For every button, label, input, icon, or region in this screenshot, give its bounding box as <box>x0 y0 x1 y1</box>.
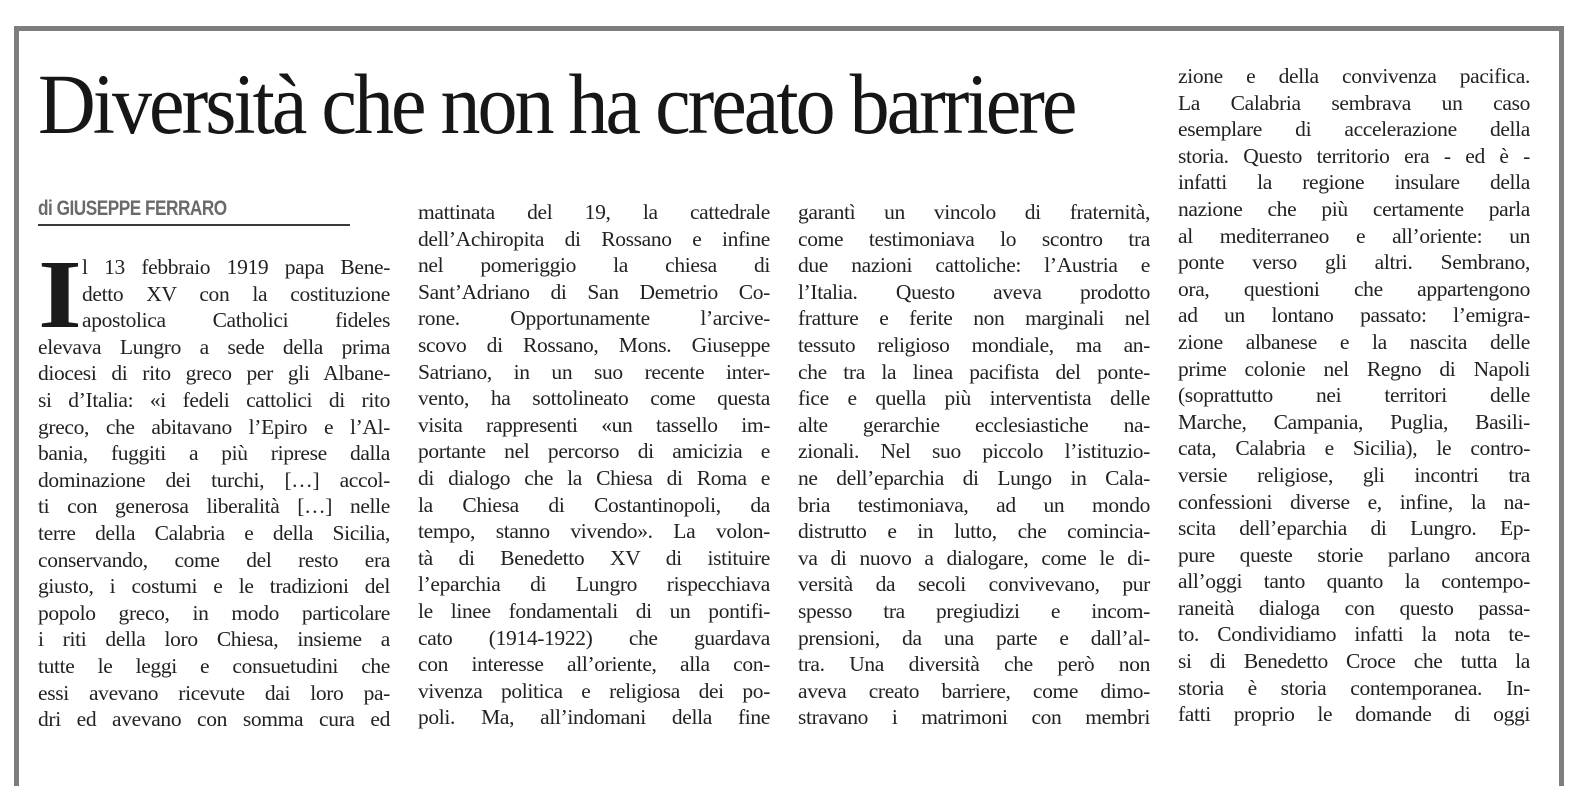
article-headline: Diversità che non ha creato barriere <box>38 56 1075 152</box>
text-line: due nazioni cattoliche: l’Austria e <box>798 253 1150 278</box>
text-line: ad un lontano passato: l’emigra- <box>1178 303 1530 328</box>
text-line: all’oggi tanto quanto la contempo- <box>1178 569 1530 594</box>
text-line: to. Condividiamo infatti la nota te- <box>1178 622 1530 647</box>
text-line: Sant’Adriano di San Demetrio Co- <box>418 279 770 304</box>
text-line: bania, fuggiti a più riprese dalla <box>38 441 390 466</box>
text-line: infatti la regione insulare della <box>1178 170 1530 195</box>
text-line: ora, questioni che appartengono <box>1178 276 1530 301</box>
text-line: elevava Lungro a sede della prima <box>38 334 390 359</box>
text-line: versità da secoli convivevano, pur <box>798 572 1150 597</box>
text-line: come testimoniava lo scontro tra <box>798 226 1150 251</box>
text-line: l’eparchia di Lungro rispecchiava <box>418 572 770 597</box>
text-line: garantì un vincolo di fraternità, <box>798 200 1150 224</box>
text-line: vento, ha sottolineato come questa <box>418 386 770 411</box>
text-line: ne dell’eparchia di Lungo in Cala- <box>798 465 1150 490</box>
text-line: conservando, come del resto era <box>38 547 390 572</box>
article-column-1 <box>38 241 390 733</box>
text-line: fice e quella più interventista delle <box>798 386 1150 411</box>
text-line: tutte le leggi e consuetudini che <box>38 653 390 678</box>
text-line: aveva creato barriere, come dimo- <box>798 678 1150 703</box>
text-line: scovo di Rossano, Mons. Giuseppe <box>418 332 770 357</box>
article-column-4 <box>1178 63 1530 728</box>
text-line: i riti della loro Chiesa, insieme a <box>38 627 390 652</box>
text-line: al mediterraneo e all’oriente: un <box>1178 223 1530 248</box>
text-line: fratture e ferite non marginali nel <box>798 306 1150 331</box>
text-line: storia è storia contemporanea. In- <box>1178 675 1530 700</box>
text-line: poli. Ma, all’indomani della fine <box>418 705 770 730</box>
article-column-3 <box>798 199 1150 731</box>
text-line: portante nel percorso di amicizia e <box>418 439 770 464</box>
text-line: stravano i matrimoni con membri <box>798 705 1150 730</box>
text-line: ti con generosa liberalità […] nelle <box>38 494 390 519</box>
text-line: mattinata del 19, la cattedrale <box>418 200 770 224</box>
text-line: tempo, stanno vivendo». La volon- <box>418 519 770 544</box>
text-line: l’Italia. Questo aveva prodotto <box>798 279 1150 304</box>
text-line: la Chiesa di Costantinopoli, da <box>418 492 770 517</box>
text-line: giusto, i costumi e le tradizioni del <box>38 574 390 599</box>
text-line: tessuto religioso mondiale, ma an- <box>798 332 1150 357</box>
text-line: zione albanese e la nascita delle <box>1178 329 1530 354</box>
byline-text: di GIUSEPPE FERRARO <box>38 197 227 220</box>
text-line: Satriano, in un suo recente inter- <box>418 359 770 384</box>
text-line: cato (1914-1922) che guardava <box>418 625 770 650</box>
text-line: confessioni diverse e, infine, la na- <box>1178 489 1530 514</box>
text-line: si d’Italia: «i fedeli cattolici di rito <box>38 387 390 412</box>
text-line: (soprattutto nei territori delle <box>1178 383 1530 408</box>
text-line: nel pomeriggio la chiesa di <box>418 253 770 278</box>
text-line: prime colonie nel Regno di Napoli <box>1178 356 1530 381</box>
text-line: bria testimoniava, ad un mondo <box>798 492 1150 517</box>
text-line: visita rappresenti «un tassello im- <box>418 412 770 437</box>
text-line: dominazione dei turchi, […] accol- <box>38 467 390 492</box>
text-line: nazione che più certamente parla <box>1178 196 1530 221</box>
text-line: esemplare di accelerazione della <box>1178 117 1530 142</box>
text-line: apostolica Catholici fideles <box>82 308 390 333</box>
text-line: di dialogo che la Chiesa di Roma e <box>418 465 770 490</box>
text-line: ponte verso gli altri. Sembrano, <box>1178 250 1530 275</box>
text-line: va di nuovo a dialogare, come le di- <box>798 545 1150 570</box>
text-line: greco, che abitavano l’Epiro e l’Al- <box>38 414 390 439</box>
text-line: versie religiose, gli incontri tra <box>1178 462 1530 487</box>
text-line: zionali. Nel suo piccolo l’istituzio- <box>798 439 1150 464</box>
text-line: popolo greco, in modo particolare <box>38 600 390 625</box>
text-line: pure queste storie parlano ancora <box>1178 542 1530 567</box>
text-line: che tra la linea pacifista del ponte- <box>798 359 1150 384</box>
text-line: le linee fondamentali di un pontifi- <box>418 598 770 623</box>
dropcap-letter: I <box>38 241 82 349</box>
text-line: dell’Achiropita di Rossano e infine <box>418 226 770 251</box>
text-line: storia. Questo territorio era - ed è - <box>1178 143 1530 168</box>
text-line: cata, Calabria e Sicilia), le contro- <box>1178 436 1530 461</box>
text-line: spesso tra pregiudizi e incom- <box>798 598 1150 623</box>
text-line: diocesi di rito greco per gli Albane- <box>38 361 390 386</box>
text-line: Marche, Campania, Puglia, Basili- <box>1178 409 1530 434</box>
text-line: prensioni, da una parte e dall’al- <box>798 625 1150 650</box>
text-line: dri ed avevano con somma cura ed <box>38 707 390 732</box>
text-line: terre della Calabria e della Sicilia, <box>38 520 390 545</box>
text-line: raneità dialoga con questo passa- <box>1178 595 1530 620</box>
article-column-2 <box>418 199 770 731</box>
text-line: alte gerarchie ecclesiastiche na- <box>798 412 1150 437</box>
text-line: scita dell’eparchia di Lungro. Ep- <box>1178 516 1530 541</box>
text-line: tra. Una diversità che però non <box>798 652 1150 677</box>
text-line: fatti proprio le domande di oggi <box>1178 702 1530 727</box>
text-line: detto XV con la costituzione <box>82 281 390 306</box>
text-line: tà di Benedetto XV di istituire <box>418 545 770 570</box>
text-line: vivenza politica e religiosa dei po- <box>418 678 770 703</box>
text-line: con interesse all’oriente, alla con- <box>418 652 770 677</box>
text-line: La Calabria sembrava un caso <box>1178 90 1530 115</box>
text-line: essi avevano ricevute dai loro pa- <box>38 680 390 705</box>
article-byline <box>38 196 350 226</box>
text-line: zione e della convivenza pacifica. <box>1178 64 1530 88</box>
text-line: l 13 febbraio 1919 papa Bene- <box>82 255 390 279</box>
text-line: si di Benedetto Croce che tutta la <box>1178 649 1530 674</box>
text-line: distrutto e in lutto, che comincia- <box>798 519 1150 544</box>
text-line: rone. Opportunamente l’arcive- <box>418 306 770 331</box>
